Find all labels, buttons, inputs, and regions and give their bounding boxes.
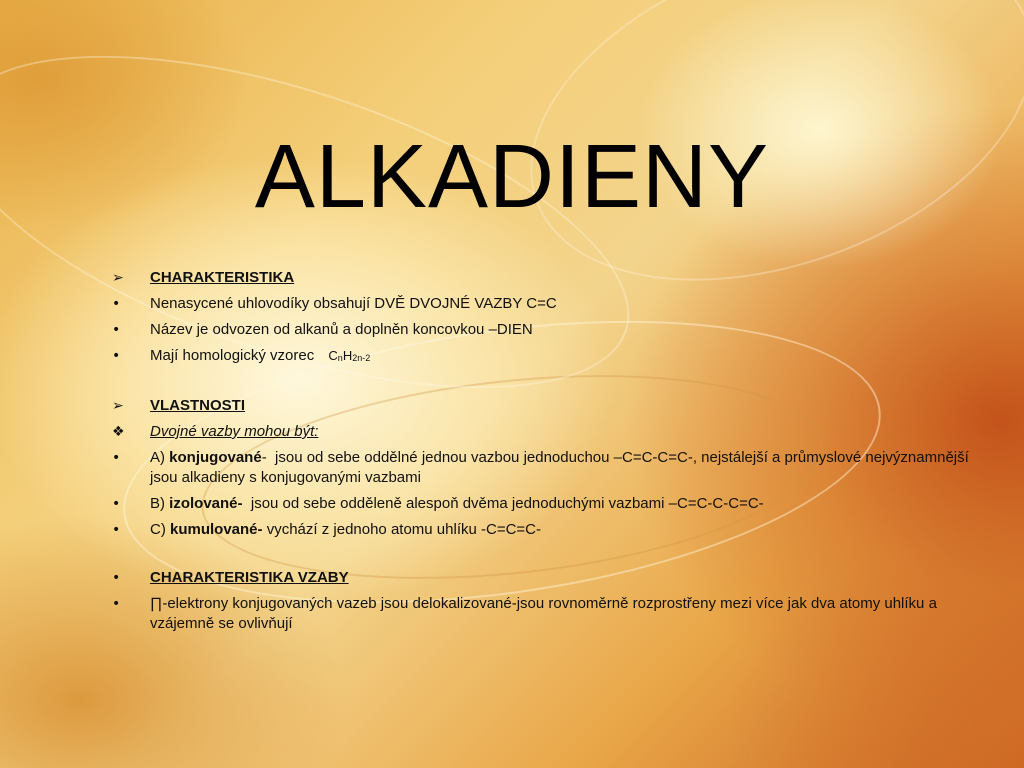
- bullet-icon: •: [112, 348, 121, 364]
- slide-title: ALKADIENY: [254, 127, 770, 228]
- heading-text: CHARAKTERISTIKA VZABY: [150, 569, 349, 586]
- term-kumulovane: kumulované-: [170, 521, 263, 538]
- list-item-text: Nenasycené uhlovodíky obsahují DVĚ DVOJNÉ VAZBY C=C: [150, 295, 557, 312]
- section-heading-vlastnosti: [112, 396, 972, 416]
- list-item: [112, 320, 972, 340]
- subheading-text: Dvojné vazby mohou být:: [150, 423, 319, 440]
- list-item: [112, 594, 972, 634]
- list-item: • B) izolované- jsou od sebe odděleně alespoň dvěma jednoduchými vazbami –C=C-C-C=C-: [112, 495, 764, 512]
- heading-text: CHARAKTERISTIKA: [150, 269, 295, 286]
- list-item-text: Název je odvozen od alkanů a doplněn koncovkou –DIEN: [150, 321, 533, 338]
- list-item-text: jsou od sebe oddělné jednou vazbou jednoduchou –C=C-C=C-, nejstálejší a průmyslové nejvýznamnější jsou alkadieny s konjugovanými vazbami: [150, 449, 969, 486]
- list-item: • C) kumulované- vychází z jednoho atomu uhlíku -C=C=C-: [112, 521, 542, 538]
- list-item-text: Mají homologický vzorec: [150, 347, 315, 364]
- term-izolovane: izolované-: [169, 495, 243, 512]
- bullet-icon: •: [112, 596, 121, 612]
- list-item: [112, 346, 972, 368]
- bullet-icon: •: [112, 296, 121, 312]
- section-heading-charakteristika: [112, 268, 972, 288]
- bullet-icon: •: [112, 570, 121, 586]
- arrow-bullet-icon: ➢: [112, 398, 124, 414]
- list-item-text: jsou od sebe odděleně alespoň dvěma jednoduchými vazbami –C=C-C-C=C-: [250, 495, 764, 512]
- arrow-bullet-icon: ➢: [112, 270, 124, 286]
- diamond-bullet-icon: ❖: [112, 424, 125, 440]
- term-konjugovane: konjugované: [169, 449, 262, 466]
- bullet-icon: •: [112, 322, 121, 338]
- bullet-icon: •: [112, 496, 121, 512]
- list-item: [112, 294, 972, 314]
- slide-content: [112, 268, 972, 640]
- list-item-text: ∏-elektrony konjugovaných vazeb jsou delokalizované-jsou rovnoměrně rozprostřeny mezi více jak dva atomy uhlíku a vzájemně se ovlivňují: [150, 595, 937, 632]
- bullet-icon: •: [112, 522, 121, 538]
- section-heading-vazby: [112, 568, 972, 588]
- homolog-formula: $C_nH_{2n-2}$: [328, 348, 371, 363]
- subheading-item: [112, 422, 972, 442]
- heading-text: VLASTNOSTI: [150, 397, 246, 414]
- bullet-icon: •: [112, 450, 121, 466]
- list-item-text: vychází z jednoho atomu uhlíku -C=C=C-: [266, 521, 542, 538]
- list-item: • A) konjugované- jsou od sebe oddělné jednou vazbou jednoduchou –C=C-C=C-, nejstálejší a průmyslové nejvýznamnější jsou alkadieny s konjugovanými vazbami: [112, 449, 969, 486]
